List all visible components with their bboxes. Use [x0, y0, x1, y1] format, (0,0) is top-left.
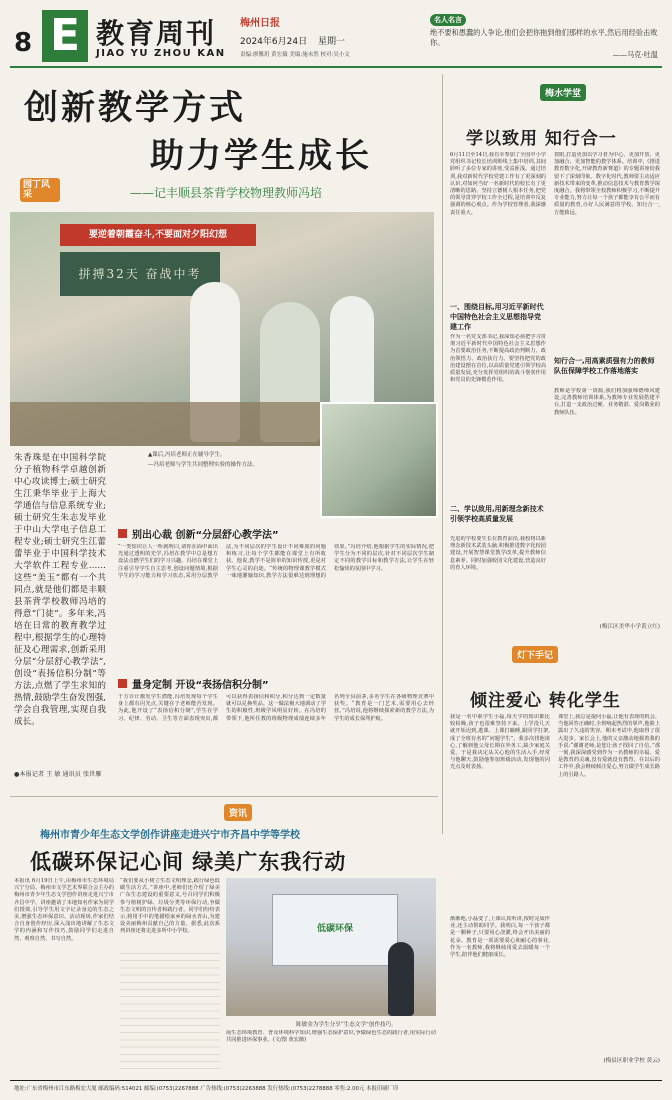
- right-bottom-side-text: 课堂上,我总是提问小磊,让他有表现的机会。当他回答正确时,全班响起热烈的掌声,他脸上露出了久违的笑容。期末考试中,他取得了很大进步。家长会上,他的父亲激动地握着我的手说:“谢谢老师,是您让孩子找回了自信。”那一刻,我深深感受到作为一名教师的幸福。爱是教育的灵魂,没有爱就没有教育。在以后的工作中,我会继续倾注爱心,努力做学生成长路上的引路人。: [558, 714, 660, 778]
- feature-kicker: ——记丰顺县茶背学校物理教师冯培: [130, 186, 323, 200]
- feature-section2-text: 千方百计激发学生潜能,冯培发现每个学生身上都有闪光点,关键在于老师能否发现。为此,他开设了“表扬信积分制”,学生在学习、纪律、劳动、卫生等方面表现突出,都可以获得表扬信和积分,积分达到一定数量就可以兑换奖品。这一做法极大地调动了学生的积极性,班级学风明显好转。在冯培的带领下,他所任教的班级物理成绩连续多年名列全县前茅,多名学生在各级物理竞赛中获奖。“教育是一门艺术,需要用心去经营。”冯培说,他将继续探索新的教学方法,为学生的成长保驾护航。: [118, 694, 434, 722]
- news-divider: [10, 796, 438, 797]
- right-top-byline: (梅江区美华小学黄立红): [599, 624, 660, 630]
- news-headline: 低碳环保记心间 绿美广东我行动: [30, 850, 347, 874]
- right-column-divider: [442, 74, 443, 834]
- editor-credits: 责编:廖馨玥 黄宏薇 美编:施未然 校对:吴小文: [240, 52, 350, 58]
- news-text: 本报讯 6月19日上午,由梅州市生态环境局兴宁分局、梅州市文学艺术界联合会主办的梅州市青少年生态文学创作讲座走进兴宁市齐昌中学。讲座邀请了本地知名作家为同学们授课,引导学生用文字记录身边的生态之美,增强生态环保意识。活动现场,作家们结合自身创作经历,深入浅出地讲解了生态文学的内涵和写作技巧,鼓励同学们走进自然、观察自然、书写自然。: [14, 878, 114, 942]
- news-photo-caption2: 展生态环境教育、普及环境科学知识,增强生态保护意识,争做绿色生态的践行者,用实际行动共同推进环保事业。(文/图 黄宏薇): [226, 1030, 436, 1044]
- feature-intro: 朱香珠是在中国科学院分子植物科学卓越创新中心攻读博士;硕士研究生江秉华毕业于上海大学通信与信息系统专业;硕士研究生朱志发毕业于中山大学电子信息工程专业;硕士研究生江蕾蕾毕业于中国科学技术大学软件工程专业……这些“美玉”都有一个共同点,就是他们都是丰顺县茶背学校教师冯培的得意“门徒”。多年来,冯培在日常的教育教学过程中,根据学生的心理特征及心理需求,创新采用分层“分层舒心教学法”,创设“表扬信积分制”等方法,点燃了学生求知的热情,鼓励学生奋发图强,学会自我管理,实现自我成长。: [14, 453, 106, 727]
- quote-tag: 名人名言: [430, 14, 466, 26]
- footer-info: 地址:广东省梅州市江东路梅宏大厦 邮政编码:514021 邮编:(0753)2267888 广告热线:(0753)2263888 发行热线:(0753)2278888 零售:2.00元 本报印刷厂印: [14, 1086, 399, 1092]
- classroom-banner: 要逆着朝霞奋斗,不要面对夕阳幻想: [60, 224, 256, 246]
- section-pinyin: JIAO YU ZHOU KAN: [96, 48, 226, 59]
- famous-quote: 绝不要和愚蠢的人争论,他们会把你拖到他们那样的水平,然后用经验击败你。: [430, 28, 658, 47]
- section-marker-icon: [118, 529, 127, 538]
- feature-section1-text: “一类知识让人一听就明白,请你在面中面出光通过透明的光学,冯培在教学中总是想方设法点燃学生们的学习兴趣。冯培在课堂上注重引导学生自主思考,创设问题情境,根据学生的学习能力和学习状态,采用分层教学法,为不同层次的学生设计不同难度的问题和练习,让每个学生都能在课堂上有所收获。他说,教学不是简单的知识传授,更是对学生心灵的启迪。“传统的物理课教学模式一味地灌输知识,教学方法很难达到理想的效果。”冯培介绍,他根据学生的实际情况,把学生分为不同的层次,针对不同层次学生制定不同的教学目标和教学方法,让学生在轻松愉快的氛围中学习。: [118, 544, 434, 579]
- section-title: 教育周刊: [96, 17, 217, 50]
- feature-photo-secondary: [320, 402, 438, 518]
- right-top-text: 6月11日至14日,我有幸参加了全国中小学党组织书记校长培训班线上集中培训,其间聆听了多位专家的讲座,受益匪浅。通过培训,我对新时代学校党建工作有了更深刻的认识,对如何当好一名新时代的校长有了更清晰的思路。坚持立德树人根本任务,把党的领导贯穿学校工作全过程,是培训中反复强调的核心观点。作为学校管理者,我深感责任重大。: [450, 152, 546, 216]
- masthead-rule: [10, 66, 662, 68]
- right-top-headline: 学以致用 知行合一: [466, 129, 617, 149]
- right-bottom-text2: 渐渐地,小磊变了,上课认真听讲,按时完成作业,还主动帮助同学。我明白,每一个孩子都是一颗种子,只要用心浇灌,终会开出美丽的花朵。教育是一项需要爱心和耐心的事业,作为一名教师,我将继续用爱去温暖每一个学生,陪伴他们健康成长。: [450, 916, 550, 959]
- feature-section2-heading: [118, 676, 434, 691]
- news-text2: “我们要从小树立生态文明理念,践行绿色低碳生活方式。”讲座中,老师们还介绍了绿美广东生态建设的重要意义,号召同学们积极参与植树护绿、垃圾分类等环保行动,争做生态文明的宣传者和践行者。同学们纷纷表示,将用手中的笔描绘家乡的绿水青山,为建设美丽梅州贡献自己的力量。据悉,此次系列讲座还将走进多所中小学校。: [120, 878, 220, 935]
- news-photo: [226, 878, 436, 1016]
- feature-section1-heading: [118, 526, 434, 541]
- photo-caption-2: —冯培老师与学生共同整理实验的操作方法。: [148, 462, 259, 468]
- right-bottom-column-tag: 灯下手记: [512, 646, 558, 663]
- feature-byline: ●本报记者 王 敏 通讯员 张世雁: [14, 771, 102, 778]
- blackboard: 拼搏32天 奋战中考: [60, 252, 220, 296]
- section1-title: 别出心裁 创新“分层舒心教学法”: [132, 530, 279, 541]
- right-top-side-text: 着眼,打造更加以学习者为中心、更加开放、更加融合、更加智能的教学体系。培训中,《推进教育数字化,开辟教育新赛道》的专题讲座给我留下了深刻印象。数字化时代,教师要主动适应新技术带来的变革,推动信息技术与教育教学深度融合。我将带领全校教师积极学习,不断提升专业能力,努力让每一个孩子都能享有公平而有质量的教育,办好人民满意的学校。知行合一,方能致远。: [554, 152, 660, 216]
- feature-headline-2: 助力学生成长: [150, 136, 372, 176]
- news-text3: [120, 948, 220, 1074]
- section-letter: E: [42, 10, 88, 62]
- news-subhead: 梅州市青少年生态文学创作讲座走进兴宁市齐昌中学等学校: [40, 830, 300, 841]
- right-bottom-text: 我是一名中职学生小磊,每天学的知识都比较枯燥,孩子也很难坚持下来。上学没几天就开始迟到,逃课、上课打瞌睡,跟同学打架,成了全班有名的“问题学生”。我多次找他谈心,了解到他父母长期在外务工,缺少家庭关爱。于是我决定从关心他的生活入手,经常与他聊天,鼓励他参加班级活动,发现他的闪光点及时表扬。: [450, 714, 550, 771]
- projector-screen: [272, 894, 398, 966]
- right-top-sub1-text: 作为一名党支部书记,我深知必须把学习贯彻习近平新时代中国特色社会主义思想作为首要政治任务,不断提高政治判断力、政治领悟力、政治执行力。要坚持把党的政治建设摆在首位,以高质量党建引领学校高质量发展,充分发挥党组织的战斗堡垒作用和党员的先锋模范作用。: [450, 334, 546, 384]
- screen-slide-text: 低碳环保: [316, 924, 353, 934]
- footer-rule: [10, 1080, 662, 1081]
- right-top-column-tag: 梅水学堂: [540, 84, 586, 101]
- feature-headline-1: 创新教学方式: [24, 88, 246, 128]
- paper-logo: 梅州日报: [240, 18, 280, 29]
- speaker-figure: [388, 942, 414, 1016]
- issue-date: 2024年6月24日: [240, 37, 308, 47]
- quote-author: ——马克·吐温: [612, 50, 658, 59]
- section2-title: 量身定制 开设“表扬信积分制”: [132, 680, 269, 691]
- section-marker-icon: [118, 679, 127, 688]
- issue-weekday: 星期一: [318, 37, 346, 47]
- page-number: 8: [14, 28, 33, 58]
- news-column-tag: 资讯: [224, 804, 252, 821]
- right-top-sub2: 二、学以致用,用新理念新技术引领学校高质量发展: [450, 505, 544, 523]
- right-top-side-sub: 知行合一,用高素质强有力的教师队伍保障学校工作落地落实: [554, 357, 655, 375]
- feature-column-tag: 园丁风采: [20, 178, 60, 202]
- right-top-sub1: 一、围绕目标,用习近平新时代中国特色社会主义思想指导党建工作: [450, 303, 544, 331]
- right-bottom-headline: 倾注爱心 转化学生: [470, 691, 621, 711]
- news-photo-caption: 陈敏金为学生分享“生态文学”创作技巧。: [296, 1022, 397, 1028]
- right-top-sub2-text: 先进的学校要生长在教育前沿,我校将以新理念新技术武装头脑,积极推进数字化校园建设,开展智慧课堂教学改革,提升教师信息素养。同时加强校园文化建设,营造良好的育人环境。: [450, 536, 546, 571]
- right-bottom-byline: (梅县区职业学校 黄云): [603, 1058, 660, 1064]
- photo-caption-1: ▲课后,冯培老师正在辅导学生。: [148, 452, 226, 458]
- right-top-side-text2: 教师是学校第一资源,我们将加强师德师风建设,完善教师培训体系,为教师专业发展搭建平台,打造一支政治过硬、业务精湛、爱岗敬业的教师队伍。: [554, 388, 660, 416]
